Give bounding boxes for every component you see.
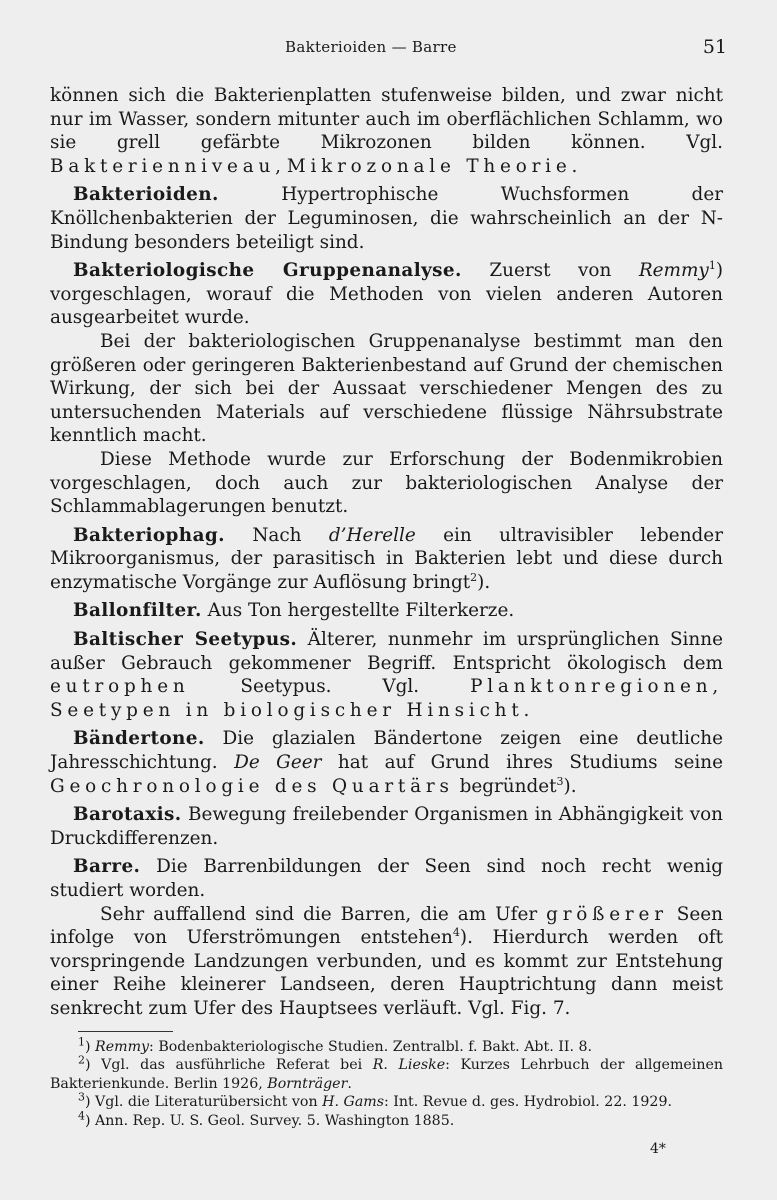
entry-bakteriophag xyxy=(50,524,723,595)
entry-text: ). Hierdurch werden oft vorspringende Landzungen verbunden, und es kommt zur Entstehung einer Reihe kleinerer Landseen, deren Hauptrichtung dann meist senkrecht zum Ufer des Hauptsees verläuft. Vgl. Fig. 7. xyxy=(50,927,723,1019)
entry-text: ). xyxy=(563,775,577,797)
publisher-name: Bornträger xyxy=(267,1075,348,1092)
footnote-text: : Kurzes Lehrbuch der allgemeinen Bakterienkunde. Berlin 1926, xyxy=(50,1057,724,1092)
footnote-text: . xyxy=(347,1075,352,1092)
footnote-ref: 1 xyxy=(708,259,716,273)
entry-text: hat auf Grund ihres Studiums seine xyxy=(321,752,723,774)
author-name: R. Lieske xyxy=(372,1057,446,1074)
entry-text: Die Barrenbildungen der Seen sind noch recht wenig studiert worden. xyxy=(50,856,723,901)
footnote-mark: 4 xyxy=(78,1109,85,1123)
entry-baendertone xyxy=(50,727,723,798)
entry-term: Ballonfilter. xyxy=(73,600,202,622)
footnote-text: : Int. Revue d. ges. Hydrobiol. 22. 1929. xyxy=(384,1094,672,1111)
author-name: Remmy xyxy=(95,1038,150,1055)
entry-text: Zuerst von xyxy=(461,260,639,282)
running-title: Bakterioiden — Barre xyxy=(285,38,457,56)
entry-term: Barre. xyxy=(73,856,141,878)
separator: , xyxy=(275,155,287,177)
entry-baltischer-seetypus xyxy=(50,628,723,722)
footnote-mark: 2 xyxy=(78,1053,85,1067)
entry-gruppenanalyse xyxy=(50,259,723,330)
entry-term: Bändertone. xyxy=(73,728,205,750)
footnote-text: Vgl. die Literaturübersicht von xyxy=(95,1094,323,1111)
entry-text: ). xyxy=(477,571,491,593)
entry-text: Nach xyxy=(224,524,329,546)
footnote-text: Ann. Rep. U. S. Geol. Survey. 5. Washington 1885. xyxy=(95,1112,455,1129)
signature-mark: 4* xyxy=(650,1141,666,1157)
entry-text: Bewegung freilebender Organismen in Abhängigkeit von Druckdifferenzen. xyxy=(50,804,723,849)
punctuation: . xyxy=(571,155,578,177)
footnote-ref: 3 xyxy=(556,774,564,788)
entry-text: Seetypus. Vgl. xyxy=(189,676,471,698)
entry-bakterioiden xyxy=(50,183,723,254)
footnote: $^1$) Remmy: Bodenbakteriologische Studien. Zentralbl. f. Bakt. Abt. II. 8. xyxy=(78,1034,593,1055)
entry-text: ) vorgeschlagen, worauf die Methoden von vielen anderen Autoren ausgearbeitet wurde. xyxy=(50,260,723,329)
entry-term: Baltischer Seetypus. xyxy=(73,629,298,651)
footnote-mark: 3 xyxy=(78,1090,85,1104)
entry-ballonfilter xyxy=(50,599,723,623)
entry-paragraph xyxy=(50,903,723,1021)
entry-barre xyxy=(50,855,723,902)
author-name: H. Gams xyxy=(322,1094,385,1111)
entry-text: Hypertrophische Wuchsformen der Knöllchenbakterien der Leguminosen, die wahrscheinlich an der N-Bindung besonders beteiligt sind. xyxy=(50,184,723,253)
cross-reference: eutrophen xyxy=(50,676,190,698)
entry-paragraph: Diese Methode wurde zur Erforschung der Bodenmikrobien vorgeschlagen, doch auch zur bakteriologischen Analyse der Schlammablagerungen benutzt. xyxy=(50,448,723,518)
entry-paragraph: Bei der bakteriologischen Gruppenanalyse bestimmt man den größeren oder geringeren Bakterienbestand auf Grund der chemischen Wirkung, der sich bei der Aussaat verschiedener Mengen des zu untersuchenden Materials auf verschiedene flüssige Nährsubstrate kenntlich macht. xyxy=(50,330,723,447)
cross-reference: Bakterienniveau xyxy=(50,155,276,177)
entry-text: Sehr auffallend sind die Barren, die am Ufer xyxy=(100,903,547,925)
page-number: 51 xyxy=(702,36,727,58)
footnote-mark: 1 xyxy=(78,1034,85,1048)
main-text xyxy=(50,84,723,1131)
footnote-text: : Bodenbakteriologische Studien. Zentralbl. f. Bakt. Abt. II. 8. xyxy=(149,1038,593,1055)
footnote: $^4$) Ann. Rep. U. S. Geol. Survey. 5. Washington 1885. xyxy=(78,1109,455,1129)
cross-reference: Planktonregionen, Seetypen in biologischer Hinsicht xyxy=(50,676,723,721)
entry-text: begründet xyxy=(453,775,557,797)
entry-term: Bakteriophag. xyxy=(73,524,225,546)
entry-term: Bakteriologische Gruppenanalyse. xyxy=(73,260,462,282)
entry-text: Die glazialen Bändertone zeigen eine deutliche Jahresschichtung. xyxy=(50,728,723,774)
author-name: Remmy xyxy=(638,260,709,282)
intro-text: können sich die Bakterienplatten stufenweise bilden, und zwar nicht nur im Wasser, sondern mitunter auch im oberflächlichen Schlamm, wo sie grell gefärbte Mikrozonen bilden können. Vgl. xyxy=(50,85,723,154)
entry-term: Bakterioiden. xyxy=(73,184,219,206)
footnote-ref: 4 xyxy=(452,926,460,940)
cross-reference: Geochronologie des Quartärs xyxy=(50,775,454,797)
footnote-divider xyxy=(78,1031,173,1032)
entry-text: Aus Ton hergestellte Filterkerze. xyxy=(201,600,515,622)
author-name: d’Herelle xyxy=(328,524,416,546)
footnote-text: Vgl. das ausführliche Referat bei xyxy=(101,1057,373,1074)
footnote-ref: 2 xyxy=(470,570,478,584)
footnote: $^2$) Vgl. das ausführliche Referat bei R. Lieske: Kurzes Lehrbuch der allgemeinen Bakterienkunde. Berlin 1926, Bornträger. xyxy=(50,1053,724,1092)
entry-text: Seen infolge von Uferströmungen entstehen xyxy=(50,903,723,949)
entry-text: . xyxy=(523,699,530,721)
entry-text: ein ultravisibler lebender Mikroorganismus, der parasitisch in Bakterien lebt und diese durch enzymatische Vorgänge zur Auflösung bringt xyxy=(50,524,723,593)
entry-term: Barotaxis. xyxy=(73,804,182,826)
entry-barotaxis xyxy=(50,803,723,850)
running-header xyxy=(0,34,777,58)
cross-reference: Mikrozonale Theorie xyxy=(286,155,572,177)
entry-text: Älterer, nunmehr im ursprünglichen Sinne außer Gebrauch gekommener Begriff. Entspricht ökologisch dem xyxy=(50,629,723,674)
intro-paragraph xyxy=(50,84,723,178)
spaced-word: größerer xyxy=(546,903,668,925)
footnote: $^3$) Vgl. die Literaturübersicht von H. Gams: Int. Revue d. ges. Hydrobiol. 22. 1929. xyxy=(78,1090,672,1111)
footnotes xyxy=(50,1034,724,1131)
author-name: De Geer xyxy=(234,752,322,774)
